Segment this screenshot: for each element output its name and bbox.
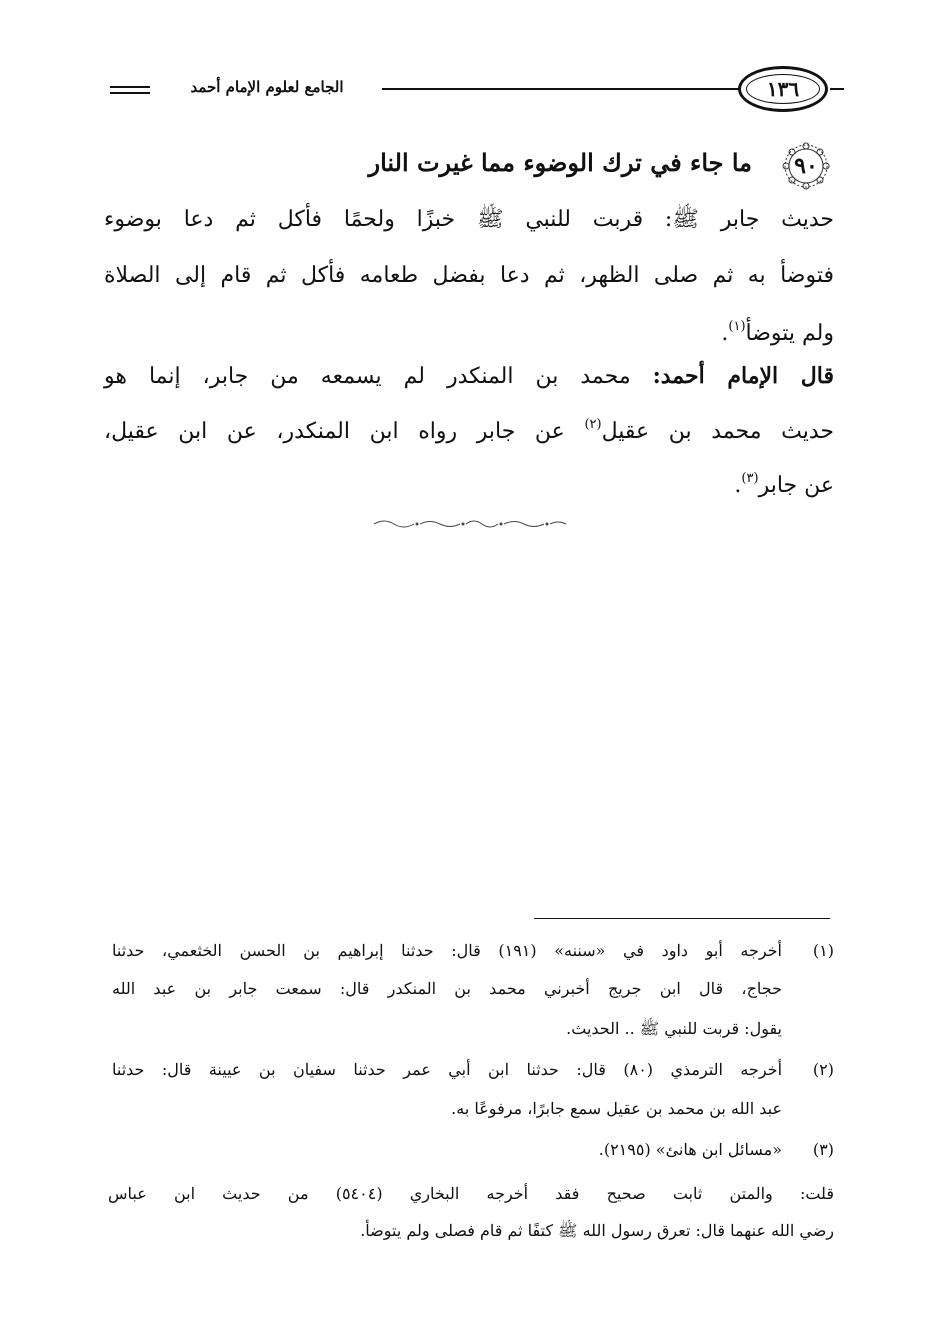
footnote-remark-line-1: قلت: والمتن ثابت صحيح فقد أخرجه البخاري (٥٤٠٤) من حديث ابن عباس bbox=[108, 1184, 834, 1203]
commentary-lead: قال الإمام أحمد: bbox=[652, 363, 834, 389]
footnote-marker-1: (١) bbox=[812, 941, 834, 960]
commentary-line-2 bbox=[104, 412, 834, 452]
section-divider-ornament-icon bbox=[370, 516, 570, 530]
chapter-number-badge bbox=[774, 142, 838, 190]
header-rule-left-top bbox=[110, 86, 150, 88]
footnote-2-line-1: أخرجه الترمذي (٨٠) قال: حدثنا ابن أبي عمر حدثنا سفيان بن عيينة قال: حدثنا bbox=[112, 1060, 783, 1079]
header-rule-right bbox=[830, 88, 844, 90]
commentary-line-1 bbox=[104, 356, 834, 397]
hadith-line-3-text: ولم يتوضأ bbox=[745, 321, 834, 346]
chapter-number: ٩٠ bbox=[794, 153, 818, 179]
running-header-title: الجامع لعلوم الإمام أحمد bbox=[152, 76, 382, 98]
footnote-1-line-3: يقول: قربت للنبي ﷺ .. الحديث. bbox=[566, 1019, 782, 1038]
footnote-marker-3: (٣) bbox=[812, 1140, 834, 1159]
commentary-line-3 bbox=[104, 466, 834, 506]
footnote-remark-line-2: رضي الله عنهما قال: تعرق رسول الله ﷺ كتفًا ثم قام فصلى ولم يتوضأ. bbox=[360, 1221, 834, 1240]
commentary-line-2b: عن جابر رواه ابن المنكدر، عن ابن عقيل، bbox=[104, 419, 565, 444]
header-rule-left-bottom bbox=[110, 92, 150, 94]
commentary-line-3-text: عن جابر bbox=[758, 473, 834, 498]
commentary-line-1-text: محمد بن المنكدر لم يسمعه من جابر، إنما هو bbox=[104, 364, 631, 389]
footnote-2-line-2: عبد الله بن محمد بن عقيل سمع جابرًا، مرفوعًا به. bbox=[451, 1099, 782, 1118]
commentary-end-mark: . bbox=[734, 473, 742, 498]
footnote-ref-2[interactable]: (٢) bbox=[584, 417, 602, 432]
footnote-1-line-1: أخرجه أبو داود في «سننه» (١٩١) قال: حدثنا إبراهيم بن الحسن الخثعمي، حدثنا bbox=[112, 941, 783, 960]
footnote-marker-2: (٢) bbox=[812, 1060, 834, 1079]
hadith-line-3 bbox=[104, 314, 834, 354]
footnote-ref-1[interactable]: (١) bbox=[728, 319, 746, 334]
footnote-1-line-2: حجاج، قال ابن جريج أخبرني محمد بن المنكدر قال: سمعت جابر بن عبد الله bbox=[112, 979, 782, 998]
footnote-ref-3[interactable]: (٣) bbox=[741, 471, 759, 486]
chapter-title: ما جاء في ترك الوضوء مما غيرت النار bbox=[368, 148, 752, 177]
page-number: ١٣٦ bbox=[738, 66, 828, 112]
footnote-separator bbox=[534, 918, 830, 919]
hadith-line-1: حديث جابر ﷺ: قربت للنبي ﷺ خبزًا ولحمًا فأكل ثم دعا بوضوء bbox=[104, 207, 834, 232]
commentary-line-2a: حديث محمد بن عقيل bbox=[601, 419, 835, 444]
hadith-line-2: فتوضأ به ثم صلى الظهر، ثم دعا بفضل طعامه فأكل ثم قام إلى الصلاة bbox=[104, 263, 834, 288]
hadith-end-mark: . bbox=[721, 321, 729, 346]
footnote-3-line-1: «مسائل ابن هانئ» (٢١٩٥). bbox=[598, 1140, 782, 1159]
